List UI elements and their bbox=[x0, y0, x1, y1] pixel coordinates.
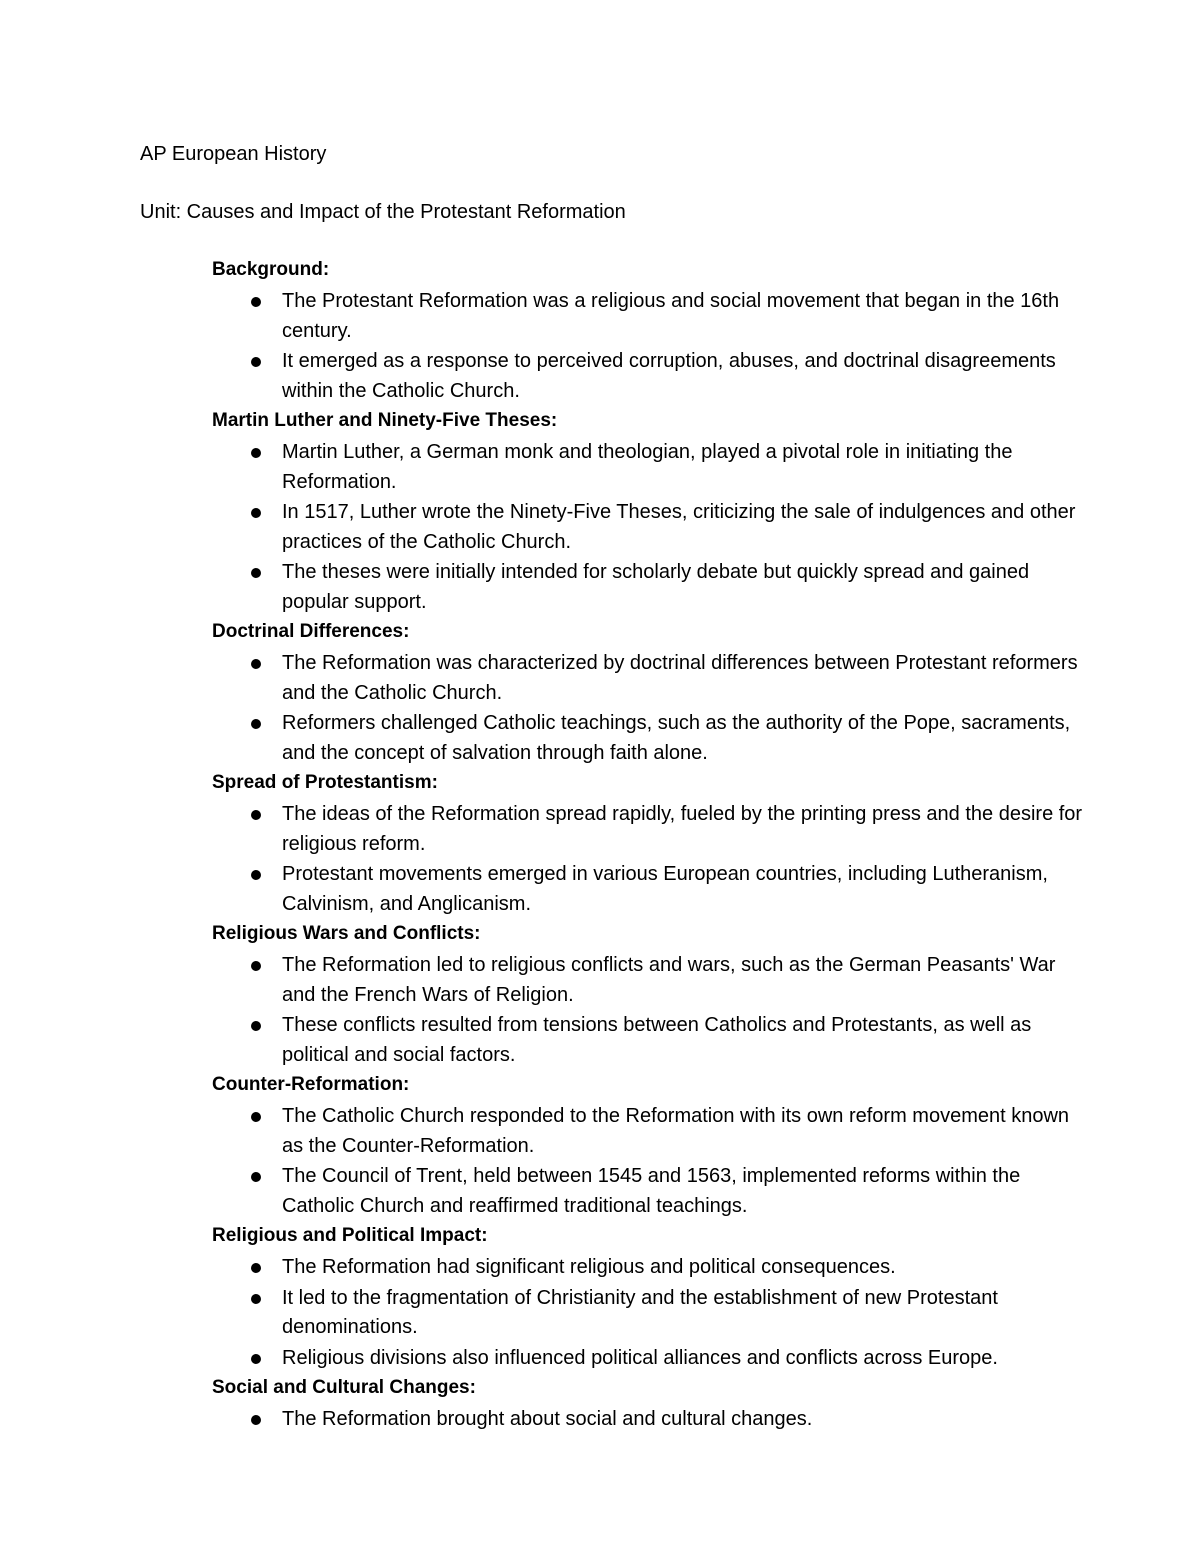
bullet-icon bbox=[251, 357, 261, 367]
bullet-list bbox=[212, 800, 1092, 919]
bullet-list bbox=[212, 438, 1092, 617]
section-heading: Martin Luther and Ninety-Five Theses: bbox=[212, 410, 558, 431]
unit-title: Unit: Causes and Impact of the Protestant Reformation bbox=[140, 201, 626, 223]
list-item-text: Protestant movements emerged in various European countries, including Lutheranism, Calvinism, and Anglicanism. bbox=[282, 863, 1048, 915]
list-item-text: In 1517, Luther wrote the Ninety-Five Theses, criticizing the sale of indulgences and other practices of the Catholic Church. bbox=[282, 501, 1076, 553]
bullet-list bbox=[212, 951, 1092, 1070]
bullet-icon bbox=[251, 870, 261, 880]
section-heading: Social and Cultural Changes: bbox=[212, 1377, 476, 1398]
bullet-icon bbox=[251, 297, 261, 307]
bullet-icon bbox=[251, 508, 261, 518]
bullet-icon bbox=[251, 719, 261, 729]
list-item-text: Religious divisions also influenced political alliances and conflicts across Europe. bbox=[282, 1346, 998, 1369]
bullet-icon bbox=[251, 961, 261, 971]
list-item-text: The Reformation had significant religious and political consequences. bbox=[282, 1256, 896, 1278]
section-heading: Religious and Political Impact: bbox=[212, 1225, 488, 1246]
list-item bbox=[212, 1162, 1092, 1221]
list-item bbox=[212, 1284, 1092, 1343]
section-spread-of-protestantism bbox=[212, 770, 1092, 919]
list-item bbox=[212, 1102, 1092, 1161]
bullet-icon bbox=[251, 1415, 261, 1425]
bullet-icon bbox=[251, 1354, 261, 1364]
bullet-icon bbox=[251, 659, 261, 669]
bullet-list bbox=[212, 1253, 1092, 1373]
list-item bbox=[212, 498, 1092, 557]
list-item bbox=[212, 1405, 1092, 1435]
section-heading: Doctrinal Differences: bbox=[212, 621, 410, 642]
section-religious-political-impact bbox=[212, 1223, 1092, 1373]
section-counter-reformation bbox=[212, 1072, 1092, 1221]
bullet-icon bbox=[251, 1294, 261, 1304]
bullet-icon bbox=[251, 568, 261, 578]
bullet-list bbox=[212, 1405, 1092, 1435]
bullet-list bbox=[212, 1102, 1092, 1221]
list-item bbox=[212, 800, 1092, 859]
list-item bbox=[212, 558, 1092, 617]
list-item bbox=[212, 709, 1092, 768]
list-item-text: Martin Luther, a German monk and theologian, played a pivotal role in initiating the Reformation. bbox=[282, 441, 1013, 493]
bullet-icon bbox=[251, 810, 261, 820]
list-item bbox=[212, 347, 1092, 406]
list-item-text: The Council of Trent, held between 1545 and 1563, implemented reforms within the Catholic Church and reaffirmed traditional teachings. bbox=[282, 1165, 1021, 1217]
list-item bbox=[212, 951, 1092, 1010]
bullet-icon bbox=[251, 1021, 261, 1031]
list-item bbox=[212, 649, 1092, 708]
list-item-text: It led to the fragmentation of Christianity and the establishment of new Protestant denominations. bbox=[282, 1286, 998, 1338]
bullet-icon bbox=[251, 1263, 261, 1273]
list-item-text: Reformers challenged Catholic teachings, such as the authority of the Pope, sacraments, and the concept of salvation through faith alone. bbox=[282, 712, 1071, 764]
list-item bbox=[212, 1344, 1092, 1374]
list-item-text: The Protestant Reformation was a religious and social movement that began in the 16th century. bbox=[282, 290, 1060, 342]
section-social-cultural-changes bbox=[212, 1375, 1092, 1435]
section-religious-wars bbox=[212, 921, 1092, 1070]
bullet-icon bbox=[251, 1172, 261, 1182]
list-item-text: It emerged as a response to perceived corruption, abuses, and doctrinal disagreements within the Catholic Church. bbox=[282, 350, 1056, 402]
notes-content bbox=[212, 257, 1092, 1437]
list-item-text: The ideas of the Reformation spread rapidly, fueled by the printing press and the desire for religious reform. bbox=[282, 803, 1083, 855]
section-heading: Religious Wars and Conflicts: bbox=[212, 923, 481, 944]
bullet-list bbox=[212, 649, 1092, 768]
list-item-text: The Reformation was characterized by doctrinal differences between Protestant reformers and the Catholic Church. bbox=[282, 652, 1078, 704]
list-item bbox=[212, 287, 1092, 346]
bullet-list bbox=[212, 287, 1092, 406]
list-item-text: The Catholic Church responded to the Reformation with its own reform movement known as the Counter-Reformation. bbox=[282, 1105, 1070, 1157]
list-item-text: The Reformation brought about social and cultural changes. bbox=[282, 1408, 813, 1430]
list-item bbox=[212, 1253, 1092, 1283]
section-heading: Background: bbox=[212, 259, 330, 280]
list-item-text: The theses were initially intended for scholarly debate but quickly spread and gained popular support. bbox=[282, 561, 1030, 613]
section-martin-luther bbox=[212, 408, 1092, 617]
list-item bbox=[212, 1011, 1092, 1070]
bullet-icon bbox=[251, 1112, 261, 1122]
section-heading: Spread of Protestantism: bbox=[212, 772, 438, 793]
section-background bbox=[212, 257, 1092, 406]
course-title: AP European History bbox=[140, 143, 327, 165]
list-item bbox=[212, 860, 1092, 919]
list-item bbox=[212, 438, 1092, 497]
section-doctrinal-differences bbox=[212, 619, 1092, 768]
list-item-text: These conflicts resulted from tensions between Catholics and Protestants, as well as political and social factors. bbox=[282, 1014, 1032, 1066]
section-heading: Counter-Reformation: bbox=[212, 1074, 410, 1095]
list-item-text: The Reformation led to religious conflicts and wars, such as the German Peasants' War and the French Wars of Religion. bbox=[282, 954, 1056, 1006]
bullet-icon bbox=[251, 448, 261, 458]
